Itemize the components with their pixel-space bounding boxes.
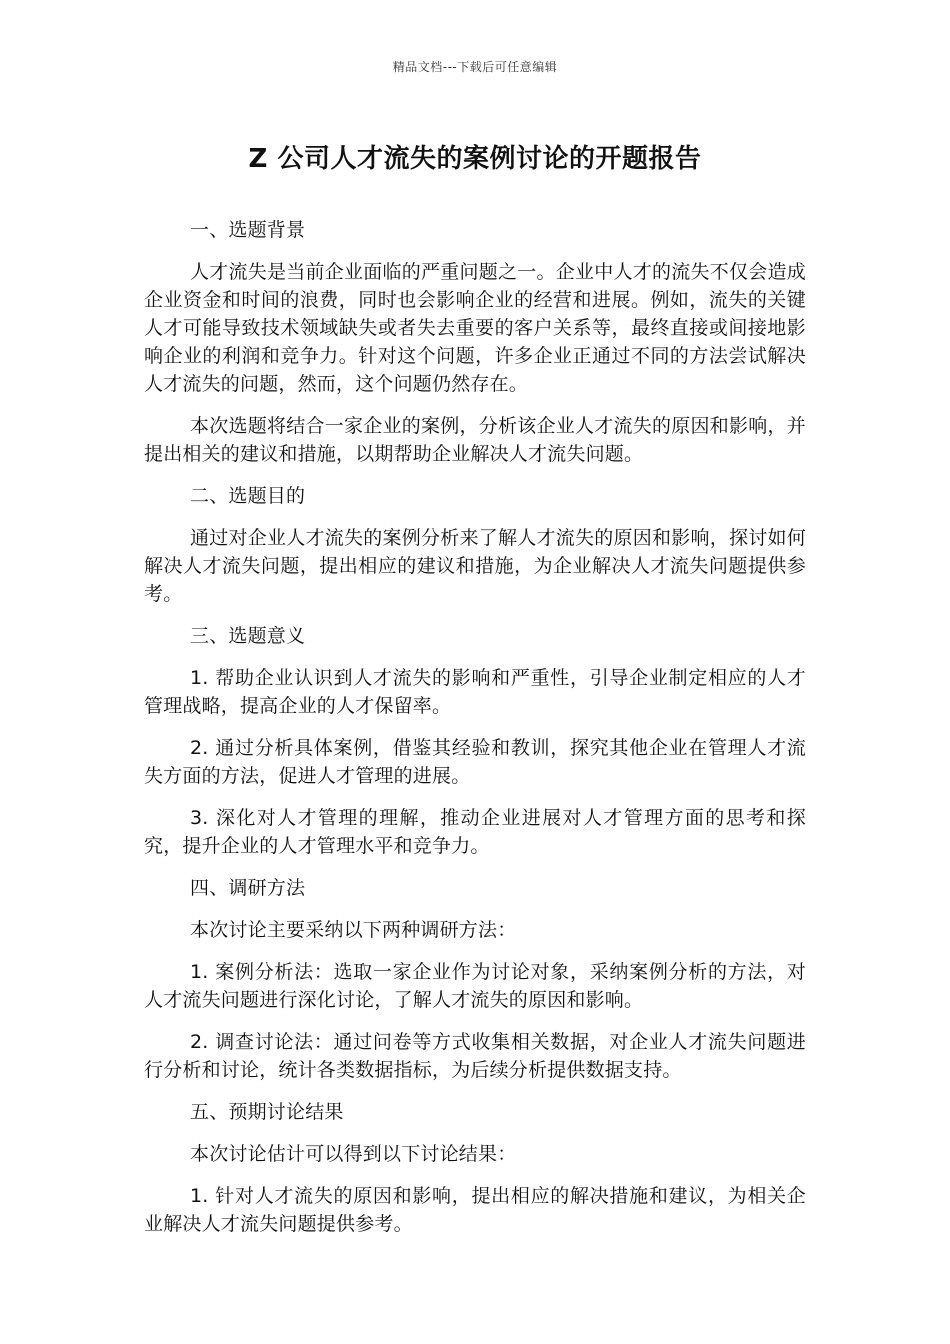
section-heading-methods: 四、调研方法 — [190, 877, 306, 899]
section-heading-purpose: 二、选题目的 — [190, 485, 306, 507]
list-item-significance-2: 2. 通过分析具体案例，借鉴其经验和教训，探究其他企业在管理人才流失方面的方法，促进人才管理的进展。 — [144, 737, 806, 787]
list-item-result-1: 1. 针对人才流失的原因和影响，提出相应的解决措施和建议，为相关企业解决人才流失问题提供参考。 — [144, 1185, 806, 1235]
section-heading-background: 一、选题背景 — [190, 219, 306, 241]
section-heading-significance: 三、选题意义 — [190, 625, 306, 647]
list-item-method-2: 2. 调查讨论法：通过问卷等方式收集相关数据，对企业人才流失问题进行分析和讨论，统计各类数据指标，为后续分析提供数据支持。 — [144, 1031, 806, 1081]
list-item-method-1: 1. 案例分析法：选取一家企业作为讨论对象，采纳案例分析的方法，对人才流失问题进行深化讨论，了解人才流失的原因和影响。 — [144, 961, 806, 1011]
list-item-significance-1: 1. 帮助企业认识到人才流失的影响和严重性，引导企业制定相应的人才管理战略，提高企业的人才保留率。 — [144, 667, 806, 717]
section-heading-expected-results: 五、预期讨论结果 — [190, 1101, 344, 1123]
paragraph-purpose: 通过对企业人才流失的案例分析来了解人才流失的原因和影响，探讨如何解决人才流失问题，提出相应的建议和措施，为企业解决人才流失问题提供参考。 — [144, 527, 806, 605]
paragraph-methods-intro: 本次讨论主要采纳以下两种调研方法： — [190, 919, 517, 941]
document-title: Z 公司人才流失的案例讨论的开题报告 — [248, 144, 702, 174]
list-item-significance-3: 3. 深化对人才管理的理解，推动企业进展对人才管理方面的思考和探究，提升企业的人才管理水平和竞争力。 — [144, 807, 806, 857]
document-body — [144, 216, 806, 1252]
paragraph-background-2: 本次选题将结合一家企业的案例，分析该企业人才流失的原因和影响，并提出相关的建议和措施，以期帮助企业解决人才流失问题。 — [144, 415, 806, 465]
paragraph-results-intro: 本次讨论估计可以得到以下讨论结果： — [190, 1143, 517, 1165]
header-note: 精品文档---下载后可任意编辑 — [392, 60, 558, 74]
paragraph-background-1: 人才流失是当前企业面临的严重问题之一。企业中人才的流失不仅会造成企业资金和时间的浪费，同时也会影响企业的经营和进展。例如，流失的关键人才可能导致技术领域缺失或者失去重要的客户关系等，最终直接或间接地影响企业的利润和竞争力。针对这个问题，许多企业正通过不同的方法尝试解决人才流失的问题，然而，这个问题仍然存在。 — [144, 261, 806, 395]
